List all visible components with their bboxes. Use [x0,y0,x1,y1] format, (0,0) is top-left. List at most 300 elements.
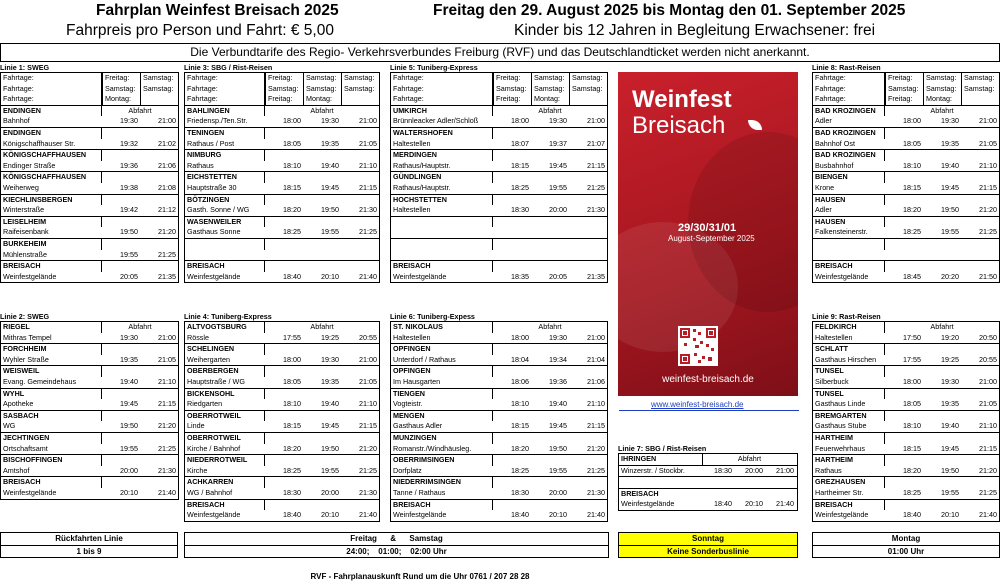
departure-time: 20:20 [941,271,959,281]
end-place-row [813,499,999,511]
stop-name: Gasthaus Hirschen [815,354,877,364]
departure-time: 20:00 [120,465,138,475]
departure-time: 21:35 [158,271,176,281]
place-row [813,127,999,139]
stop-row [391,139,607,150]
departure-time: 21:30 [359,487,377,497]
poster-months: August-September 2025 [668,234,755,243]
line-title: Linie 5: Tuniberg-Express [390,63,478,72]
departure-time: Samstag: [341,73,379,84]
stop-name: Linde [187,421,205,431]
departure-time: 21:40 [359,510,377,520]
end-place-row [619,488,797,500]
departure-time: 20:05 [549,271,567,281]
stop-name: Weinfestgelände [393,510,447,520]
sunday-title: Sonntag [692,534,724,543]
departure-time: 19:25 [941,354,959,364]
departure-time: 19:35 [321,138,339,148]
poster-website: weinfest-breisach.de [662,374,754,385]
departure-time: 20:10 [321,271,339,281]
departure-time: 21:25 [979,487,997,497]
stop-row [813,161,999,172]
stop-row [813,183,999,194]
departure-time: Freitag: [885,73,923,84]
departure-time: 19:45 [549,160,567,170]
place-name: OPFINGEN [391,366,493,377]
departure-time: Montag: [923,94,961,105]
stop-row [185,116,379,127]
departure-time: Samstag: [531,73,569,84]
stop-row [813,205,999,216]
departure-time: 21:25 [587,182,605,192]
abfahrt-label: Abfahrt [538,322,562,331]
line-title: Linie 4: Tuniberg-Express [184,312,272,321]
stop-row [185,183,379,194]
place-row [185,127,379,139]
departure-time: 18:25 [283,465,301,475]
start-place: ENDINGEN [1,106,102,117]
departure-time: 18:20 [903,205,921,215]
fahrtage-label: Fahrtage: [813,73,885,84]
header-row [185,73,379,84]
departure-time: 21:20 [979,465,997,475]
departure-time: 19:45 [941,443,959,453]
departure-time: Samstag: [140,84,178,95]
departure-time: 21:05 [979,138,997,148]
stop-row [185,161,379,172]
place-row [185,171,379,183]
departure-time: 21:30 [359,205,377,215]
end-stop-row [1,272,178,283]
place-name: ACHKARREN [185,477,265,488]
departure-time: 18:00 [511,332,529,342]
departure-time: 21:30 [587,205,605,215]
end-place-row [391,260,607,272]
departure-time: 18:05 [283,376,301,386]
departure-time: 20:05 [120,271,138,281]
departure-time [493,250,531,261]
departure-time [303,250,341,261]
date-range: Freitag den 29. August 2025 bis Montag den 01. September 2025 [433,2,906,19]
place-name: BISCHOFFINGEN [1,455,102,466]
departure-time: 21:15 [359,182,377,192]
departure-time [569,250,607,261]
departure-time: 21:15 [979,182,997,192]
line-title: Linie 1: SWEG [0,63,50,72]
departure-time: Freitag: [885,94,923,105]
weinfest-poster [618,72,798,396]
stop-name: Amtshof [3,465,30,475]
departure-time: 21:00 [979,376,997,386]
start-row [813,322,999,333]
place-row [391,388,607,400]
place-name: EICHSTETTEN [185,172,265,183]
departure-time: 19:40 [321,399,339,409]
stop-name: Haltestellen [393,138,431,148]
stop-name: WG [3,421,16,431]
departure-time: 19:35 [120,354,138,364]
stop-row [813,227,999,238]
departure-time: 21:10 [359,399,377,409]
place-row [813,432,999,444]
departure-time: 19:45 [321,421,339,431]
place-name: OBERBERGEN [185,366,265,377]
place-row [813,476,999,488]
departure-time: Montag: [303,94,341,105]
departure-time: 18:10 [511,399,529,409]
departure-time: 21:10 [979,421,997,431]
end-stop-row [391,272,607,283]
departure-time: 19:35 [941,138,959,148]
place-name: SASBACH [1,411,102,422]
stop-name: Rössle [187,332,209,342]
stop-name: Gasthaus Linde [815,399,866,409]
departure-time: 18:15 [511,421,529,431]
stop-row [1,333,178,344]
stop-row [391,161,607,172]
departure-time: 18:45 [903,271,921,281]
stop-name: Gasthaus Sonne [187,227,241,237]
place-name: BAD KROZINGEN [813,128,885,139]
departure-time: 18:00 [511,116,529,126]
stop-row [813,399,999,410]
departure-time: 19:35 [321,376,339,386]
departure-time: 18:15 [903,182,921,192]
place-row [1,365,178,377]
line-title: Linie 6: Tuniberg-Expess [390,312,475,321]
website-link[interactable]: www.weinfest-breisach.de [651,400,744,409]
place-row [185,454,379,466]
place-row [1,149,178,161]
departure-time: 21:20 [158,227,176,237]
header-row [1,94,178,105]
end-place: BREISACH [391,261,493,272]
departure-time: 19:40 [941,160,959,170]
place-row [185,216,379,228]
start-place: FELDKIRCH [813,322,885,333]
place-row [1,432,178,444]
place-name: HAUSEN [813,195,885,206]
stop-row [813,444,999,455]
stop-row [813,139,999,150]
header-row [185,94,379,105]
departure-time: 18:40 [283,271,301,281]
fahrtage-label: Fahrtage: [185,84,265,95]
place-row [185,432,379,444]
departure-time [341,250,379,261]
departure-time [961,94,999,105]
line-table [390,321,608,522]
place-row [185,343,379,355]
departure-time: 19:55 [941,227,959,237]
departure-time: 21:25 [158,249,176,259]
stop-name: Adler [815,116,832,126]
place-name: MENGEN [391,411,493,422]
place-row [391,238,607,250]
place-row [1,216,178,228]
departure-time: 21:25 [979,227,997,237]
stop-name: Tanne / Rathaus [393,487,446,497]
departure-time: 19:32 [120,138,138,148]
departure-time: 18:07 [511,138,529,148]
place-row [391,149,607,161]
qr-code [678,326,718,366]
departure-time: 21:40 [979,510,997,520]
departure-time: 18:20 [283,443,301,453]
place-row [1,454,178,466]
place-row [391,476,607,488]
stop-row [185,205,379,216]
departure-time: 18:30 [511,487,529,497]
place-row [391,432,607,444]
children-info: Kinder bis 12 Jahren in Begleitung Erwachsener: frei [514,22,876,39]
stop-name: Romanstr./Windhäusleg. [393,443,472,453]
departure-time: Samstag: [961,84,999,95]
line-title: Linie 9: Rast-Reisen [812,312,881,321]
price-info: Fahrpreis pro Person und Fahrt: € 5,00 [66,22,334,39]
abfahrt-label: Abfahrt [128,105,152,115]
departure-time: 19:55 [549,182,567,192]
departure-time [531,227,569,238]
place-name: TUNSEL [813,366,885,377]
start-place: UMKIRCH [391,106,493,117]
abfahrt-label: Abfahrt [128,322,152,331]
stop-name: Gasthaus Stube [815,421,867,431]
stop-name: Friedensp./Ten.Str. [187,116,248,126]
stop-name: Unterdorf / Rathaus [393,354,456,364]
departure-time: 19:50 [549,443,567,453]
place-row [391,410,607,422]
stop-name [391,250,493,261]
place-row [391,365,607,377]
departure-time: 19:36 [549,376,567,386]
place-name: LEISELHEIM [1,217,102,228]
stop-name: Gasth. Sonne / WG [187,205,250,215]
place-name: SCHLATT [813,344,885,355]
header-row [391,94,607,105]
departure-time: 18:15 [903,443,921,453]
stop-row [1,444,178,455]
departure-time: 20:55 [359,332,377,342]
departure-time: 19:30 [120,332,138,342]
stop-name [391,227,493,238]
departure-time: 21:08 [158,182,176,192]
place-row [391,343,607,355]
departure-time: 21:00 [359,354,377,364]
line-title: Linie 7: SBG / Rist-Reisen [618,444,707,453]
departure-time: 19:30 [321,354,339,364]
start-place: IHRINGEN [619,454,703,465]
place-name: SCHELINGEN [185,344,265,355]
start-row [185,322,379,333]
stop-row [1,399,178,410]
place-name: OBERROTWEIL [185,433,265,444]
departure-time: 21:04 [587,354,605,364]
place-name: JECHTINGEN [1,433,102,444]
sunday-box [618,532,798,558]
departure-time: Samstag: [961,73,999,84]
departure-time: Samstag: [493,84,531,95]
place-name: WYHL [1,389,102,400]
stop-name: Krone [815,182,835,192]
tariff-notice [0,43,1000,62]
place-name: BREMGARTEN [813,411,885,422]
line-table [812,321,1000,522]
stop-row [391,183,607,194]
place-name: MERDINGEN [391,150,493,161]
departure-time: 18:15 [283,421,301,431]
departure-time: 21:40 [158,487,176,497]
line-table [184,321,380,522]
departure-time: 21:25 [587,465,605,475]
stop-name: Kirche [187,465,208,475]
departure-time: 21:30 [587,487,605,497]
departure-time: 19:50 [321,205,339,215]
header-row [1,73,178,84]
stop-row [391,116,607,127]
stop-name: Haltestellen [393,332,431,342]
stop-row [185,399,379,410]
stop-name: WG / Bahnhof [187,487,233,497]
stop-name: Riedgarten [187,399,223,409]
place-name: KIECHLINSBERGEN [1,195,102,206]
departure-time: Samstag: [885,84,923,95]
departure-time: 20:10 [120,487,138,497]
header-row [813,73,999,84]
place-name: NIEDERROTWEIL [185,455,265,466]
stop-name: Weinfestgelände [3,271,57,281]
place-row [813,454,999,466]
stop-name: Königschaffhauser Str. [3,138,76,148]
stop-row [813,333,999,344]
departure-time: 19:55 [120,249,138,259]
fahrtage-label: Fahrtage: [1,73,102,84]
poster-dates: 29/30/31/01 [678,222,737,234]
end-place-row [185,260,379,272]
start-place: BAD KROZINGEN [813,106,885,117]
departure-time: 19:50 [120,227,138,237]
departure-time: 19:55 [941,487,959,497]
departure-time: 21:10 [158,376,176,386]
departure-time [341,94,379,105]
stop-row [391,377,607,388]
stop-name [185,250,265,261]
end-place-row [1,476,178,488]
place-row [1,388,178,400]
departure-time: 19:40 [120,376,138,386]
monday-time: 01:00 Uhr [813,545,999,558]
departure-time [923,250,961,261]
stop-row [391,466,607,477]
start-place: ALTVOGTSBURG [185,322,265,333]
hotline-footer: RVF - Fahrplanauskunft Rund um die Uhr 0761 / 207 28 28 [310,572,530,581]
stop-name: Weinfestgelände [621,499,675,509]
place-name: WALTERSHOFEN [391,128,493,139]
place-row [813,216,999,228]
stop-name: Dorfplatz [393,465,422,475]
departure-time: 19:45 [321,182,339,192]
stop-name: Hauptstraße / WG [187,376,245,386]
stop-name: Rathaus/Hauptstr. [393,182,451,192]
header-row [1,84,178,95]
departure-time: 18:05 [283,138,301,148]
start-row [185,105,379,117]
departure-time: 19:42 [120,205,138,215]
place-name: WEISWEIL [1,366,102,377]
departure-time: 18:06 [511,376,529,386]
departure-time: 20:10 [941,510,959,520]
page-title: Fahrplan Weinfest Breisach 2025 [96,2,339,19]
departure-time: 21:00 [587,332,605,342]
place-row [813,343,999,355]
departure-time: 19:50 [941,205,959,215]
end-stop-row [391,510,607,521]
departure-time: 21:15 [158,399,176,409]
departure-time: 17:50 [903,332,921,342]
departure-time: 18:00 [283,354,301,364]
stop-name: Weiherweg [3,182,39,192]
fri-sat-times: 24:00; 01:00; 02:00 Uhr [185,545,608,558]
departure-time: 19:55 [321,227,339,237]
stop-name: Weinfestgelände [815,510,869,520]
stop-name: Weinfestgelände [187,271,241,281]
departure-time: Montag: [531,94,569,105]
departure-time: Samstag: [531,84,569,95]
departure-time: 20:00 [549,205,567,215]
departure-time: 18:25 [511,465,529,475]
departure-time: Samstag: [102,84,140,95]
place-row [1,171,178,183]
end-place-row [185,499,379,511]
departure-time: 19:37 [549,138,567,148]
departure-time: 19:40 [549,399,567,409]
monday-title: Montag [891,534,921,543]
place-row [391,454,607,466]
place-name: HARTHEIM [813,455,885,466]
departure-time: 18:00 [903,376,921,386]
line-table [0,321,179,500]
departure-time: 21:30 [158,465,176,475]
place-row [813,194,999,206]
line-title: Linie 8: Rast-Reisen [812,63,881,72]
departure-time: 20:10 [321,510,339,520]
departure-time: Samstag: [341,84,379,95]
place-row [1,410,178,422]
stop-row [391,399,607,410]
stop-name: Weinfestgelände [393,271,447,281]
place-row [185,149,379,161]
departure-time: Samstag: [265,84,303,95]
departure-time: 19:30 [549,332,567,342]
stop-name: Im Hausgarten [393,376,441,386]
line-table [184,72,380,283]
stop-row [391,444,607,455]
stop-name: Winterstraße [3,205,45,215]
stop-row [391,355,607,366]
place-name: TENINGEN [185,128,265,139]
stop-name: Bahnhof [3,116,30,126]
departure-time: 18:25 [903,487,921,497]
departure-time: 19:20 [941,332,959,342]
departure-time: Samstag: [923,84,961,95]
place-name: TIENGEN [391,389,493,400]
departure-time: 18:05 [903,399,921,409]
place-name: MUNZINGEN [391,433,493,444]
place-row [813,171,999,183]
place-row [1,194,178,206]
departure-time: 21:12 [158,205,176,215]
departure-time: 19:45 [941,182,959,192]
